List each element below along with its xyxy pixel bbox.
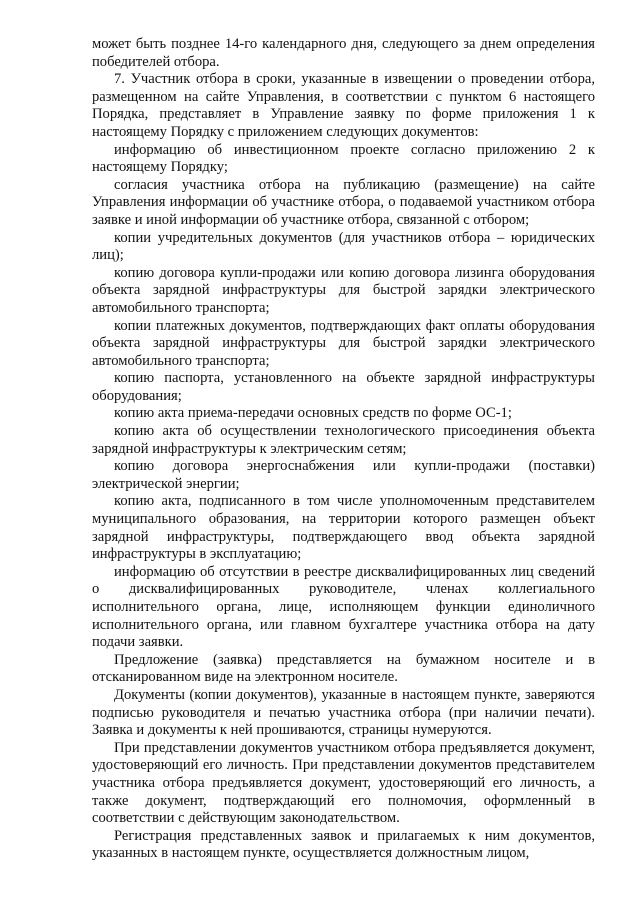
list-item-commissioning-act: копию акта, подписанного в том числе уполномоченным представителем муниципального образования, на территории которого размещен объект зарядной инфраструктуры, подтверждающего ввод объекта зарядной инфраструктуры в эксплуатацию;: [92, 493, 595, 563]
list-item-founding-documents: копии учредительных документов (для участников отбора – юридических лиц);: [92, 229, 595, 264]
paragraph-item-7: 7. Участник отбора в сроки, указанные в извещении о проведении отбора, размещенном на сайте Управления, в соответствии с пунктом 6 настоящего Порядка, представляет в Управление заявку по форме приложения 1 к настоящему Порядку с приложением следующих документов:: [92, 71, 595, 140]
document-page: [92, 36, 595, 863]
paragraph-submission-format: Предложение (заявка) представляется на бумажном носителе и в отсканированном виде на электронном носителе.: [92, 651, 595, 686]
list-item-purchase-contract: копию договора купли-продажи или копию договора лизинга оборудования объекта зарядной инфраструктуры для быстрой зарядки электрического автомобильного транспорта;: [92, 264, 595, 316]
paragraph-registration: Регистрация представленных заявок и прилагаемых к ним документов, указанных в настоящем пункте, осуществляется должностным лицом,: [92, 827, 595, 862]
paragraph-identity-documents: При представлении документов участником отбора предъявляется документ, удостоверяющий его личность. При представлении документов представителем участника отбора предъявляется документ, удостоверяющий его личность, а также документ, подтверждающий его полномочия, оформленный в соответствии с действующим законодательством.: [92, 739, 595, 827]
list-item-payment-documents: копии платежных документов, подтверждающих факт оплаты оборудования объекта зарядной инфраструктуры для быстрой зарядки электрического автомобильного транспорта;: [92, 317, 595, 369]
list-item-energy-contract: копию договора энергоснабжения или купли-продажи (поставки) электрической энергии;: [92, 458, 595, 492]
list-item-equipment-passport: копию паспорта, установленного на объекте зарядной инфраструктуры оборудования;: [92, 370, 595, 404]
paragraph-continuation: может быть позднее 14-го календарного дня, следующего за днем определения победителей отбора.: [92, 36, 595, 70]
list-item-investment-project: информацию об инвестиционном проекте согласно приложению 2 к настоящему Порядку;: [92, 141, 595, 176]
paragraph-certification: Документы (копии документов), указанные в настоящем пункте, заверяются подписью руководителя и печатью участника отбора (при наличии печати). Заявка и документы к ней прошиваются, страницы нумеруются.: [92, 686, 595, 739]
list-item-grid-connection-act: копию акта об осуществлении технологического присоединения объекта зарядной инфраструктуры к электрическим сетям;: [92, 423, 595, 457]
list-item-disqualified-registry: информацию об отсутствии в реестре дисквалифицированных лиц сведений о дисквалифицированных руководителе, членах коллегиального исполнительного органа, лице, исполняющем функции единоличного исполнительного органа, или главном бухгалтере участника отбора на дату подачи заявки.: [92, 563, 595, 651]
list-item-acceptance-act: копию акта приема-передачи основных средств по форме ОС-1;: [114, 405, 512, 422]
list-item-publication-consent: согласия участника отбора на публикацию (размещение) на сайте Управления информации об участнике отбора, о подаваемой участником отбора заявке и иной информации об участнике отбора, связанной с отбором;: [92, 176, 595, 228]
